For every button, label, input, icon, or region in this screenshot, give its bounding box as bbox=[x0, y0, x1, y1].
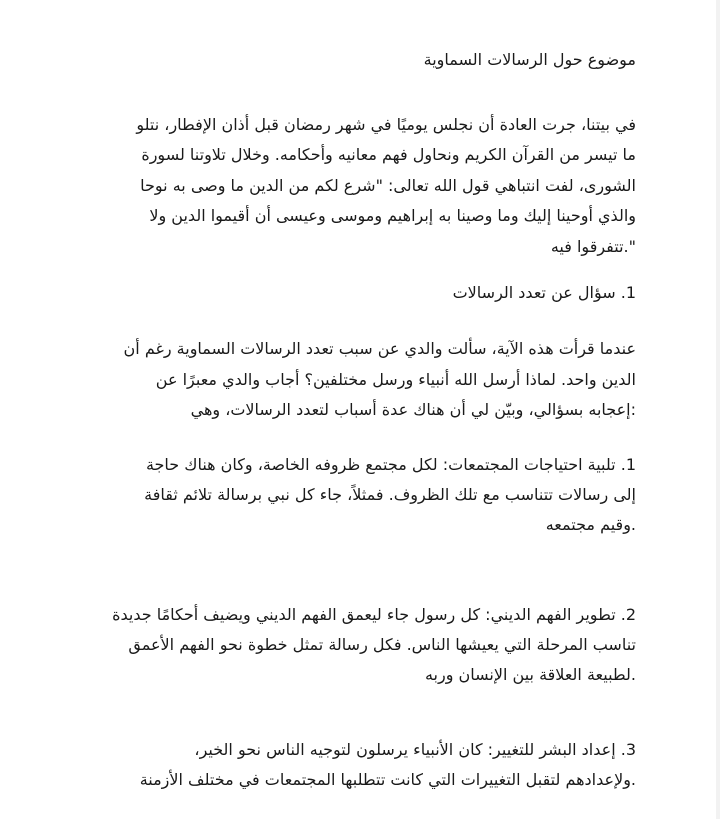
intro-line: ما تيسر من القرآن الكريم ونحاول فهم معانيه وأحكامه. وخلال تلاوتنا لسورة bbox=[141, 145, 636, 164]
intro-line: والذي أوحينا إليك وما وصينا به إبراهيم وموسى وعيسى أن أقيموا الدين ولا bbox=[149, 206, 636, 225]
reason-2-line: 2. تطوير الفهم الديني: كل رسول جاء ليعمق الفهم الديني ويضيف أحكامًا جديدة bbox=[112, 605, 636, 624]
intro-line: ".تتفرقوا فيه bbox=[550, 237, 636, 256]
question-line: :إعجابه بسؤالي، وبيّن لي أن هناك عدة أسباب لتعدد الرسالات، وهي bbox=[190, 400, 636, 419]
intro-line: الشورى، لفت انتباهي قول الله تعالى: "شرع لكم من الدين ما وصى به نوحا bbox=[140, 176, 636, 195]
reason-1-line: 1. تلبية احتياجات المجتمعات: لكل مجتمع ظروفه الخاصة، وكان هناك حاجة bbox=[145, 455, 636, 474]
reason-1-line: .وقيم مجتمعه bbox=[545, 515, 636, 534]
section-heading: 1. سؤال عن تعدد الرسالات bbox=[452, 283, 636, 302]
question-line: الدين واحد. لماذا أرسل الله أنبياء ورسل مختلفين؟ أجاب والدي معبرًا عن bbox=[155, 370, 636, 389]
reason-3-line: .ولإعدادهم لتقبل التغييرات التي كانت تتطلبها المجتمعات في مختلف الأزمنة bbox=[139, 770, 636, 789]
question-line: عندما قرأت هذه الآية، سألت والدي عن سبب تعدد الرسالات السماوية رغم أن bbox=[123, 339, 636, 358]
reason-2-line: تناسب المرحلة التي يعيشها الناس. فكل رسالة تمثل خطوة نحو الفهم الأعمق bbox=[128, 635, 636, 654]
document-title: موضوع حول الرسالات السماوية bbox=[423, 50, 636, 69]
intro-line: في بيتنا، جرت العادة أن نجلس يوميًا في شهر رمضان قبل أذان الإفطار، نتلو bbox=[136, 115, 636, 134]
page-edge bbox=[716, 0, 720, 819]
reason-3-line: 3. إعداد البشر للتغيير: كان الأنبياء يرسلون لتوجيه الناس نحو الخير، bbox=[194, 740, 636, 759]
reason-1-line: إلى رسالات تتناسب مع تلك الظروف. فمثلاً، جاء كل نبي برسالة تلائم ثقافة bbox=[144, 485, 636, 504]
reason-2-line: .لطبيعة العلاقة بين الإنسان وربه bbox=[424, 665, 636, 684]
